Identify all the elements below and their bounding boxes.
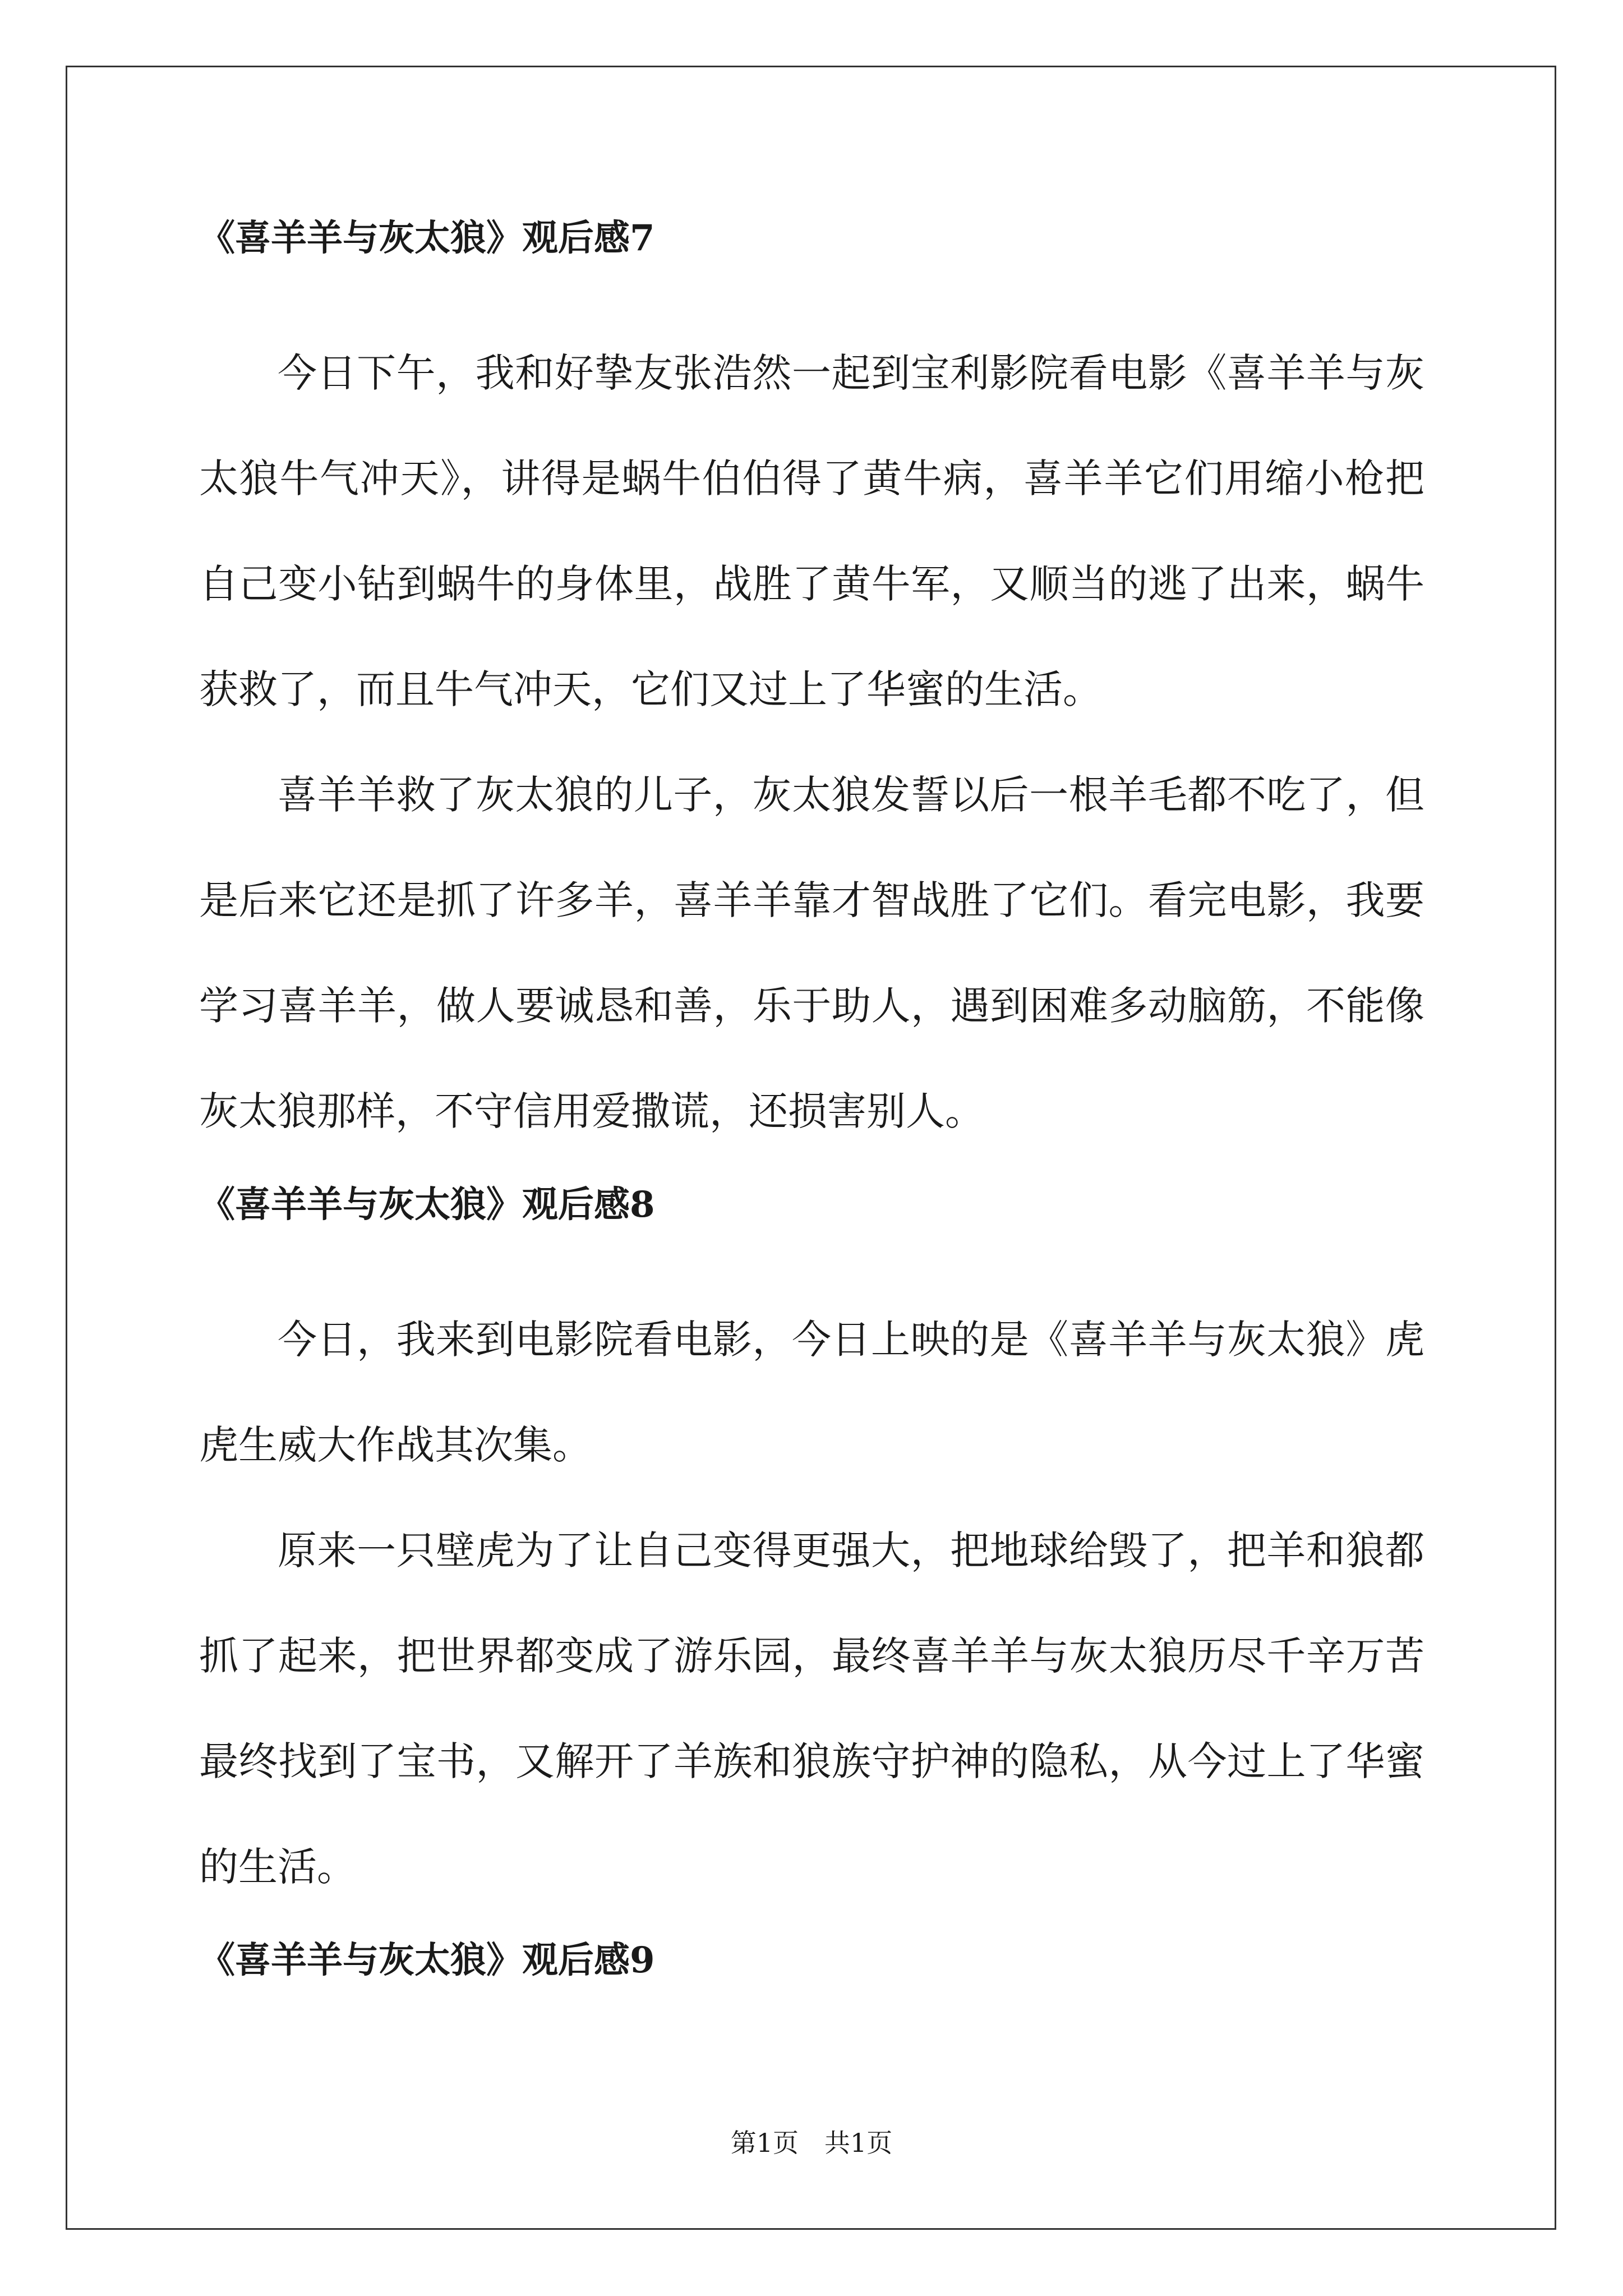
paragraph: 原来一只壁虎为了让自己变得更强大，把地球给毁了，把羊和狼都抓了起来，把世界都变成了游乐园，最终喜羊羊与灰太狼历尽千辛万苦最终找到了宝书，又解开了羊族和狼族守护神的隐私，从今过上了华蜜的生活。 — [199, 1527, 1424, 1890]
paragraph: 今日，我来到电影院看电影，今日上映的是《喜羊羊与灰太狼》虎虎生威大作战其次集。 — [199, 1317, 1424, 1468]
page-footer: 第1页 共1页 — [730, 2128, 893, 2158]
section-heading-8: 《喜羊羊与灰太狼》观后感8 — [199, 1184, 655, 1226]
paragraph: 今日下午，我和好挚友张浩然一起到宝利影院看电影《喜羊羊与灰太狼牛气冲天》，讲得是蜗牛伯伯得了黄牛病，喜羊羊它们用缩小枪把自己变小钻到蜗牛的身体里，战胜了黄牛军，又顺当的逃了出来，蜗牛获救了，而且牛气冲天，它们又过上了华蜜的生活。 — [199, 350, 1424, 712]
section-heading-7: 《喜羊羊与灰太狼》观后感7 — [199, 217, 655, 259]
paragraph: 喜羊羊救了灰太狼的儿子，灰太狼发誓以后一根羊毛都不吃了，但是后来它还是抓了许多羊，喜羊羊靠才智战胜了它们。看完电影，我要学习喜羊羊，做人要诚恳和善，乐于助人，遇到困难多动脑筋，不能像灰太狼那样，不守信用爱撒谎，还损害别人。 — [199, 772, 1424, 1134]
section-heading-9: 《喜羊羊与灰太狼》观后感9 — [199, 1939, 655, 1981]
document-body — [199, 216, 1424, 2042]
